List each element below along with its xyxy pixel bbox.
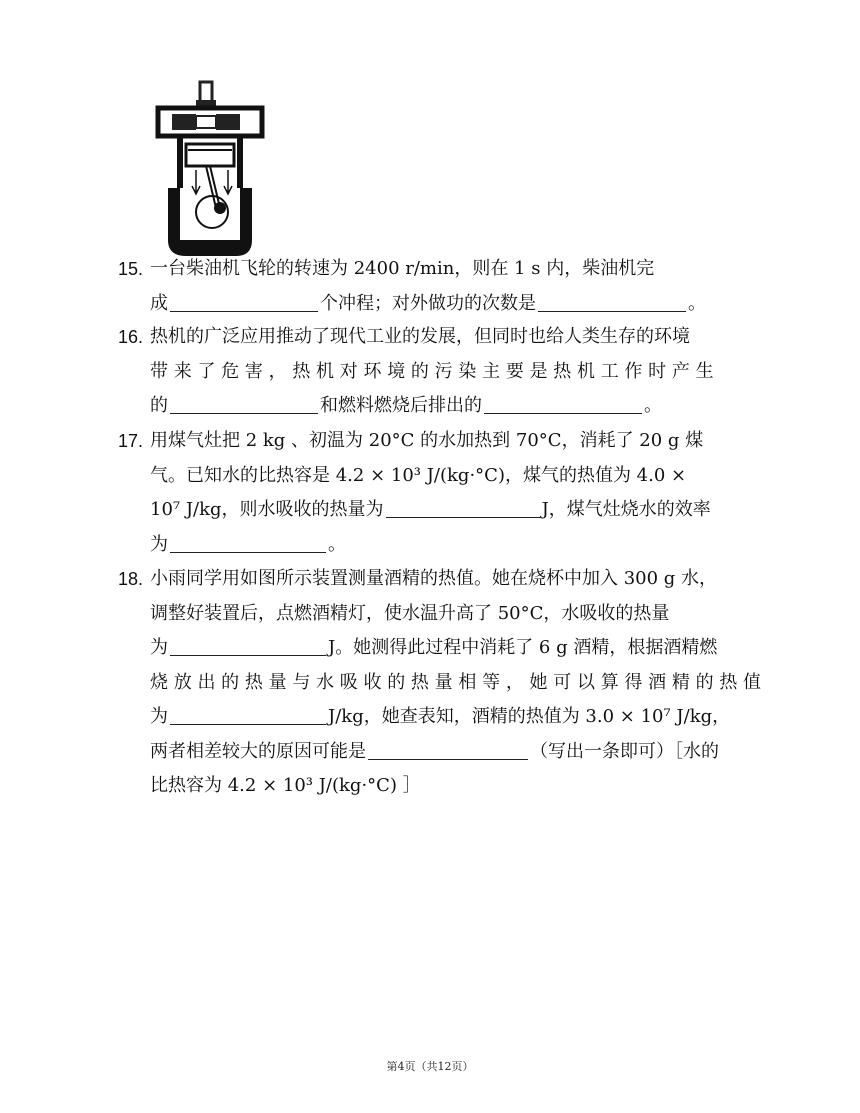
question-text-line: 小雨同学用如图所示装置测量酒精的热值。她在烧杯中加入 300 g 水，	[150, 568, 718, 589]
answer-blank[interactable]	[170, 706, 326, 725]
text-fragment: 两者相差较大的原因可能是	[150, 740, 366, 762]
diesel-engine-figure	[152, 80, 270, 260]
answer-blank[interactable]	[170, 395, 318, 414]
text-fragment: 为	[150, 637, 168, 658]
text-fragment: （写出一条即可）［水的	[530, 740, 719, 762]
text-fragment: 成	[150, 292, 168, 314]
question-text-line: 气。已知水的比热容是 4.2 × 10³ J/(kg·°C)，煤气的热值为 4.0 ×	[150, 464, 687, 486]
text-fragment: 为	[150, 706, 168, 727]
question-number: 17.	[118, 431, 144, 451]
question-text-line	[150, 493, 758, 528]
question-text-line: 一台柴油机飞轮的转速为 2400 r/min，则在 1 s 内，柴油机完	[150, 258, 655, 279]
answer-blank[interactable]	[170, 534, 326, 553]
question-17	[118, 424, 758, 562]
answer-blank[interactable]	[538, 293, 686, 312]
engine-diagram-icon	[152, 80, 270, 260]
answer-blank[interactable]	[368, 741, 528, 760]
text-fragment: 个冲程；对外做功的次数是	[320, 292, 536, 314]
question-text-line	[150, 287, 758, 322]
answer-blank[interactable]	[386, 499, 540, 518]
question-text-line: 烧 放 出 的 热 量 与 水 吸 收 的 热 量 相 等 ， 她 可 以 算 得 酒 精 的 热 值	[150, 671, 762, 693]
text-fragment: J，煤气灶烧水的效率	[541, 499, 711, 520]
text-fragment: 的	[150, 395, 168, 416]
text-fragment: 和燃料燃烧后排出的	[320, 395, 482, 416]
answer-blank[interactable]	[170, 637, 326, 656]
question-text-line: 用煤气灶把 2 kg 、初温为 20°C 的水加热到 70°C，消耗了 20 g 煤	[150, 430, 704, 451]
text-fragment: 。	[644, 395, 662, 416]
question-text-line	[150, 528, 758, 563]
question-15	[118, 252, 758, 321]
question-number: 15.	[118, 259, 144, 279]
question-18	[118, 562, 762, 804]
question-number: 18.	[118, 569, 144, 589]
answer-blank[interactable]	[484, 395, 642, 414]
question-text-line: 带 来 了 危 害 ， 热 机 对 环 境 的 污 染 主 要 是 热 机 工 作 时 产 生	[150, 360, 714, 382]
question-text-line: 调整好装置后，点燃酒精灯，使水温升高了 50°C，水吸收的热量	[150, 602, 670, 624]
text-fragment: 。	[328, 533, 346, 555]
question-text-line	[150, 631, 758, 666]
text-fragment: J。她测得此过程中消耗了 6 g 酒精，根据酒精燃	[328, 637, 718, 658]
text-fragment: J/kg，她查表知，酒精的热值为 3.0 × 10⁷ J/kg，	[328, 706, 731, 727]
question-text-line: 比热容为 4.2 × 10³ J/(kg·°C) ］	[150, 775, 421, 796]
question-text-line	[150, 700, 758, 735]
question-text-line: 热机的广泛应用推动了现代工业的发展，但同时也给人类生存的环境	[150, 326, 690, 347]
question-16	[118, 320, 758, 424]
page-footer: 第4页（共12页）	[386, 1060, 474, 1073]
question-text-line	[150, 735, 758, 770]
question-text-line	[150, 389, 758, 424]
text-fragment: 为	[150, 533, 168, 555]
question-number: 16.	[118, 327, 144, 347]
text-fragment: 。	[688, 292, 706, 314]
text-fragment: 10⁷ J/kg，则水吸收的热量为	[150, 499, 384, 520]
answer-blank[interactable]	[170, 293, 318, 312]
